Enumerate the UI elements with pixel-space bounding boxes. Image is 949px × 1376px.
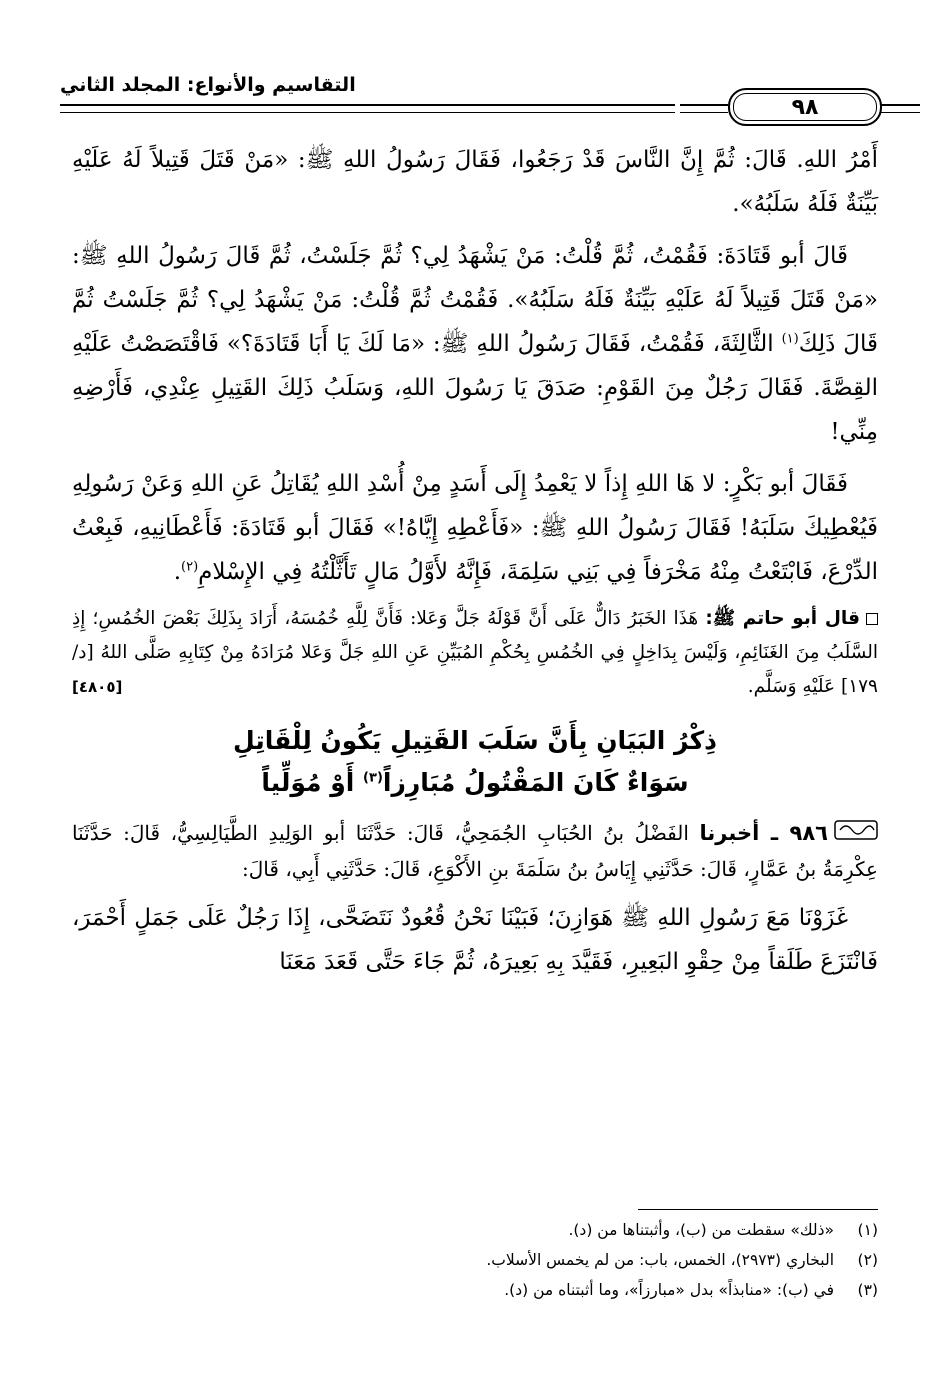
paragraph [72, 234, 878, 454]
square-marker-icon [866, 613, 878, 625]
footnote [72, 1275, 878, 1305]
paragraph [72, 896, 878, 984]
heading-line [72, 762, 878, 804]
hadith-number: ٩٨٦ ـ أخبرنا [699, 821, 828, 845]
note-text: هَذَا الخَبَرُ دَالٌّ عَلَى أَنَّ قَوْلَهُ جَلَّ وَعَلا: فَأَنَّ لِلَّهِ خُمُسَهُ، أَرَادَ بِذَلِكَ بَعْضَ الخُمُسِ؛ إِذِ السَّلَبُ مِنَ الغَنَائِمِ، وَلَيْسَ بِدَاخِلٍ فِي الخُمُسِ بِحُكْمِ المُبَيِّنِ عَنِ اللهِ جَلَّ وَعَلا مُرَادَهُ مِنْ كِتَابِهِ صَلَّى اللهُ [د/ ١٧٩] عَلَيْهِ وَسَلَّم. [72, 608, 878, 697]
footnote-marker: (٢) [181, 559, 199, 575]
commentary-note [72, 602, 878, 704]
page-header [60, 70, 875, 132]
isnad-text: الفَضْلُ بنُ الحُبَابِ الجُمَحِيُّ، قَالَ: حَدَّثَنَا أبو الوَلِيدِ الطَّيَالِسِيُّ، قَالَ: حَدَّثَنَا عِكْرِمَةُ بنُ عَمَّارٍ، قَالَ: حَدَّثَنِي إِيَاسُ بنُ سَلَمَةَ بنِ الأَكْوَعِ، قَالَ: حَدَّثَنِي أَبِي، قَالَ: [72, 821, 878, 881]
footnote-number: (١) [857, 1221, 878, 1239]
footnote [72, 1215, 878, 1245]
heading-line: ذِكْرُ البَيَانِ بِأَنَّ سَلَبَ القَتِيلِ يَكُونُ لِلْقَاتِلِ [233, 726, 717, 755]
header-rule [680, 104, 728, 113]
note-lead: قال أبو حاتم ﷺ: [705, 608, 860, 629]
heading-text: أَوْ مُوَلِّياً [261, 768, 364, 797]
paragraph [72, 138, 878, 226]
header-rule [60, 104, 675, 113]
ornament-icon [834, 818, 878, 852]
footnote-text: البخاري (٢٩٧٣)، الخمس، باب: من لم يخمس الأسلاب. [486, 1251, 834, 1269]
footnote-rule [638, 1209, 878, 1210]
paragraph-text: غَزَوْنَا مَعَ رَسُولِ اللهِ ﷺ هَوَازِنَ؛ فَبَيْنَا نَحْنُ قُعُودٌ نَتَضَحَّى، إِذَا رَجُلٌ عَلَى جَمَلٍ أَحْمَرَ، فَانْتَزَعَ طَلَقاً مِنْ حِقْوِ البَعِيرِ، فَقَيَّدَ بِهِ بَعِيرَهُ، ثُمَّ جَاءَ حَتَّى قَعَدَ مَعَنَا [72, 904, 878, 975]
footnote [72, 1245, 878, 1275]
page-number: ٩٨ [791, 94, 819, 120]
hadith-chain [72, 816, 878, 886]
footnote-text: «ذلك» سقطت من (ب)، وأثبتناها من (د). [568, 1221, 834, 1239]
main-text [72, 138, 878, 992]
paragraph-text: فَقَالَ أبو بَكْرٍ: لا هَا اللهِ إِذاً لا يَعْمِدُ إِلَى أَسَدٍ مِنْ أُسْدِ اللهِ يُقَاتِلُ عَنِ اللهِ وَعَنْ رَسُولِهِ فَيُعْطِيكَ سَلَبَهُ! فَقَالَ رَسُولُ اللهِ ﷺ: «فَأَعْطِهِ إِيَّاهُ!» فَقَالَ أبو قَتَادَةَ: فَأَعْطَانِيهِ، فَبِعْتُ الدِّرْعَ، فَابْتَعْتُ مِنْهُ مَخْرَفاً فِي بَنِي سَلِمَةَ، فَإِنَّهُ لأَوَّلُ مَالٍ تَأَثَّلْتُهُ فِي الإِسْلامِ [72, 471, 878, 585]
section-heading [72, 720, 878, 804]
page-number-badge [728, 88, 882, 126]
footnote-number: (٣) [857, 1281, 878, 1299]
reference-number: [٤٨٠٥] [72, 678, 123, 696]
footnote-marker: (١) [781, 331, 799, 347]
header-rule [880, 104, 920, 113]
paragraph-text: الثَّالِثَةَ، فَقُمْتُ، فَقَالَ رَسُولُ اللهِ ﷺ: «مَا لَكَ يَا أَبَا قَتَادَةَ؟» فَاقْتَصَصْتُ عَلَيْهِ القِصَّةَ. فَقَالَ رَجُلٌ مِنَ القَوْمِ: صَدَقَ يَا رَسُولَ اللهِ، وَسَلَبُ ذَلِكَ القَتِيلِ عِنْدِي، فَأَرْضِهِ مِنِّي! [72, 331, 878, 445]
paragraph-text: قَالَ أبو قَتَادَةَ: فَقُمْتُ، ثُمَّ قُلْتُ: مَنْ يَشْهَدُ لِي؟ ثُمَّ جَلَسْتُ، ثُمَّ قَالَ رَسُولُ اللهِ ﷺ: «مَنْ قَتَلَ قَتِيلاً لَهُ عَلَيْهِ بَيِّنَةٌ فَلَهُ سَلَبُهُ». فَقُمْتُ ثُمَّ قُلْتُ: مَنْ يَشْهَدُ لِي؟ ثُمَّ جَلَسْتُ ثُمَّ قَالَ ذَلِكَ [72, 243, 878, 357]
footnotes [72, 1215, 878, 1305]
footnote-marker: (٣) [363, 770, 383, 786]
running-title: التقاسيم والأنواع: المجلد الثاني [60, 74, 356, 96]
footnote-text: في (ب): «منابذاً» بدل «مبارزاً»، وما أثبتناه من (د). [504, 1281, 834, 1299]
footnote-number: (٢) [857, 1251, 878, 1269]
paragraph: فَقَالَ أبو بَكْرٍ: لا هَا اللهِ إِذاً لا يَعْمِدُ إِلَى أَسَدٍ مِنْ أُسْدِ اللهِ يُقَاتِلُ عَنِ اللهِ وَعَنْ رَسُولِهِ فَيُعْطِيكَ سَلَبَهُ! فَقَالَ رَسُولُ اللهِ ﷺ: «فَأَعْطِهِ إِيَّاهُ!» فَقَالَ أبو قَتَادَةَ: فَأَعْطَانِيهِ، فَبِعْتُ الدِّرْعَ، فَابْتَعْتُ مِنْهُ مَخْرَفاً فِي بَنِي سَلِمَةَ، فَإِنَّهُ لأَوَّلُ مَالٍ تَأَثَّلْتُهُ فِي الإِسْلامِ$^{(٢)}$. [72, 471, 878, 585]
paragraph-text: أَمْرُ اللهِ. قَالَ: ثُمَّ إِنَّ النَّاسَ قَدْ رَجَعُوا، فَقَالَ رَسُولُ اللهِ ﷺ: «مَنْ قَتَلَ قَتِيلاً لَهُ عَلَيْهِ بَيِّنَةٌ فَلَهُ سَلَبُهُ». [72, 147, 878, 217]
heading-text: سَوَاءٌ كَانَ المَقْتُولُ مُبَارِزاً [382, 768, 689, 797]
